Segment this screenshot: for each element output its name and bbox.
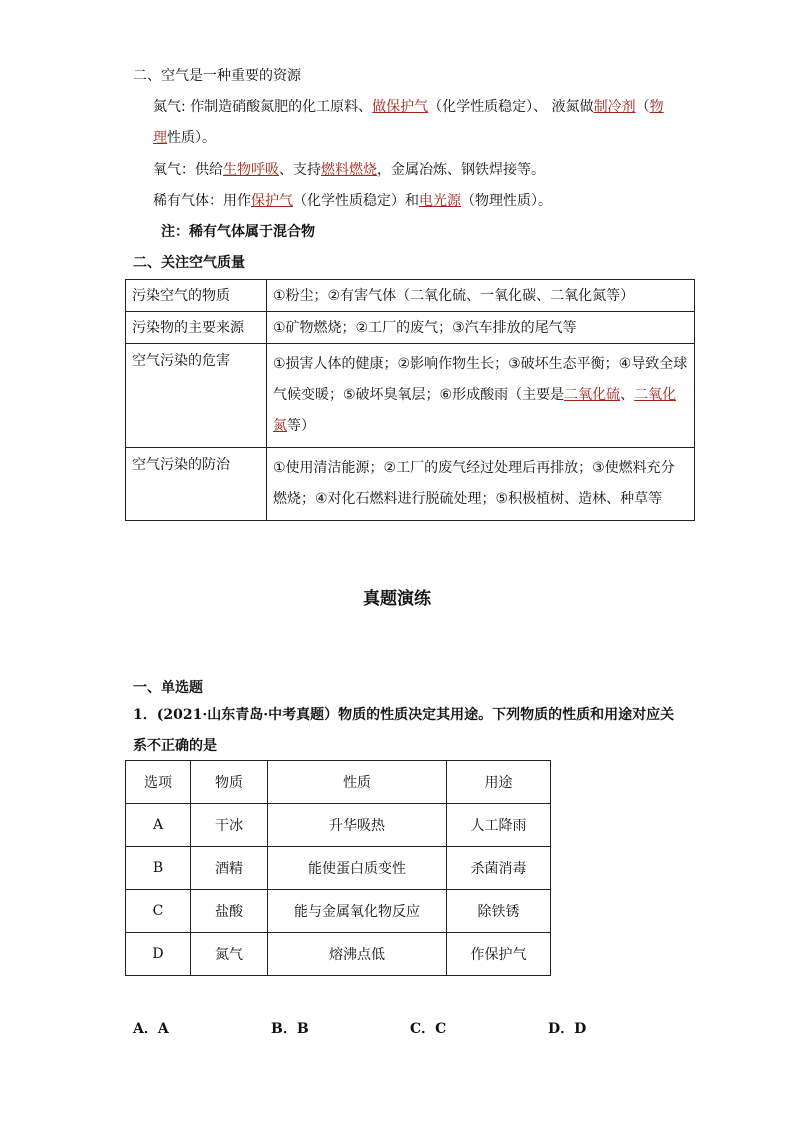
header-cell: 用途 [447, 761, 551, 804]
highlight-respiration: 生物呼吸 [223, 162, 279, 178]
question-text-line2: 系不正确的是 [133, 738, 217, 754]
text: 性质）。 [167, 130, 216, 146]
highlight-electric-light: 电光源 [419, 193, 461, 209]
table-row [126, 312, 695, 344]
pollution-table [125, 279, 695, 521]
text: 稀有气体：用作 [153, 193, 251, 209]
highlight-physical-b: 理 [153, 130, 167, 146]
row-key: 污染空气的物质 [126, 280, 267, 312]
cell: 能使蛋白质变性 [268, 847, 447, 890]
text: ①损害人体的健康；②影响作物生长；③破坏生态平衡；④导致全球气候变暖；⑤破坏臭氧层；⑥形成酸雨（主要是 [273, 356, 688, 403]
text: 、 [620, 387, 635, 403]
row-value: ①使用清洁能源；②工厂的废气经过处理后再排放；③使燃料充分燃烧；④对化石燃料进行脱硫处理；⑤积极植树、造林、种草等 [267, 448, 695, 521]
header-cell: 性质 [268, 761, 447, 804]
text: （化学性质稳定）和 [293, 193, 419, 209]
cell: 氮气 [191, 933, 268, 976]
table-row [126, 847, 551, 890]
highlight-so2: 二氧化硫 [564, 387, 621, 403]
oxygen-line [153, 161, 545, 179]
rare-gas-line [153, 192, 552, 210]
text: （物理性质）。 [461, 193, 552, 209]
highlight-physical-a: 物 [649, 99, 664, 115]
highlight-protective-gas-2: 保护气 [251, 193, 293, 209]
cell: 熔沸点低 [268, 933, 447, 976]
cell: 酒精 [191, 847, 268, 890]
text: （化学性质稳定）、 液氮做 [428, 99, 594, 115]
highlight-combustion: 燃料燃烧 [321, 162, 377, 178]
note: 注：稀有气体属于混合物 [161, 224, 315, 240]
nitrogen-line-cont [153, 129, 216, 147]
cell: 盐酸 [191, 890, 268, 933]
option-a[interactable]: A．A [133, 1021, 169, 1037]
cell: 干冰 [191, 804, 268, 847]
table-row [126, 890, 551, 933]
row-key: 空气污染的防治 [126, 448, 267, 521]
table-row [126, 933, 551, 976]
section-single-choice: 一、单选题 [133, 680, 203, 696]
practice-title: 真题演练 [363, 589, 431, 609]
table-row [126, 804, 551, 847]
cell: 杀菌消毒 [447, 847, 551, 890]
row-value: ①粉尘；②有害气体（二氧化硫、一氧化碳、二氧化氮等） [267, 280, 695, 312]
header-cell: 物质 [191, 761, 268, 804]
cell: 升华吸热 [268, 804, 447, 847]
option-b[interactable]: B．B [271, 1021, 309, 1037]
header-cell: 选项 [126, 761, 191, 804]
text: 等） [287, 418, 315, 434]
text: 、支持 [279, 162, 321, 178]
cell: 人工降雨 [447, 804, 551, 847]
cell: C [126, 890, 191, 933]
nitrogen-line [153, 98, 664, 116]
table-row [126, 344, 695, 448]
table-header-row [126, 761, 551, 804]
row-value: ①矿物燃烧；②工厂的废气；③汽车排放的尾气等 [267, 312, 695, 344]
option-c[interactable]: C．C [410, 1021, 447, 1037]
text: 氧气：供给 [153, 162, 223, 178]
row-value [267, 344, 695, 448]
row-key: 污染物的主要来源 [126, 312, 267, 344]
question-table [125, 760, 551, 976]
cell: 作保护气 [447, 933, 551, 976]
option-d[interactable]: D．D [548, 1021, 587, 1037]
highlight-no2: 二氧化氮 [273, 387, 677, 434]
question-text-line1: 1．(2021·山东青岛·中考真题）物质的性质决定其用途。下列物质的性质和用途对应关 [133, 707, 675, 723]
row-key: 空气污染的危害 [126, 344, 267, 448]
table-row [126, 448, 695, 521]
cell: D [126, 933, 191, 976]
text: （ [635, 99, 650, 115]
section-heading-air-quality: 二、关注空气质量 [133, 255, 245, 271]
table-row [126, 280, 695, 312]
section-heading-air-resource: 二、空气是一种重要的资源 [133, 68, 301, 84]
highlight-protective-gas: 做保护气 [372, 99, 429, 115]
cell: A [126, 804, 191, 847]
text: 氮气: 作制造硝酸氮肥的化工原料、 [153, 99, 373, 115]
highlight-refrigerant: 制冷剂 [593, 99, 636, 115]
cell: 能与金属氧化物反应 [268, 890, 447, 933]
text: ，金属冶炼、钢铁焊接等。 [377, 162, 545, 178]
cell: B [126, 847, 191, 890]
cell: 除铁锈 [447, 890, 551, 933]
